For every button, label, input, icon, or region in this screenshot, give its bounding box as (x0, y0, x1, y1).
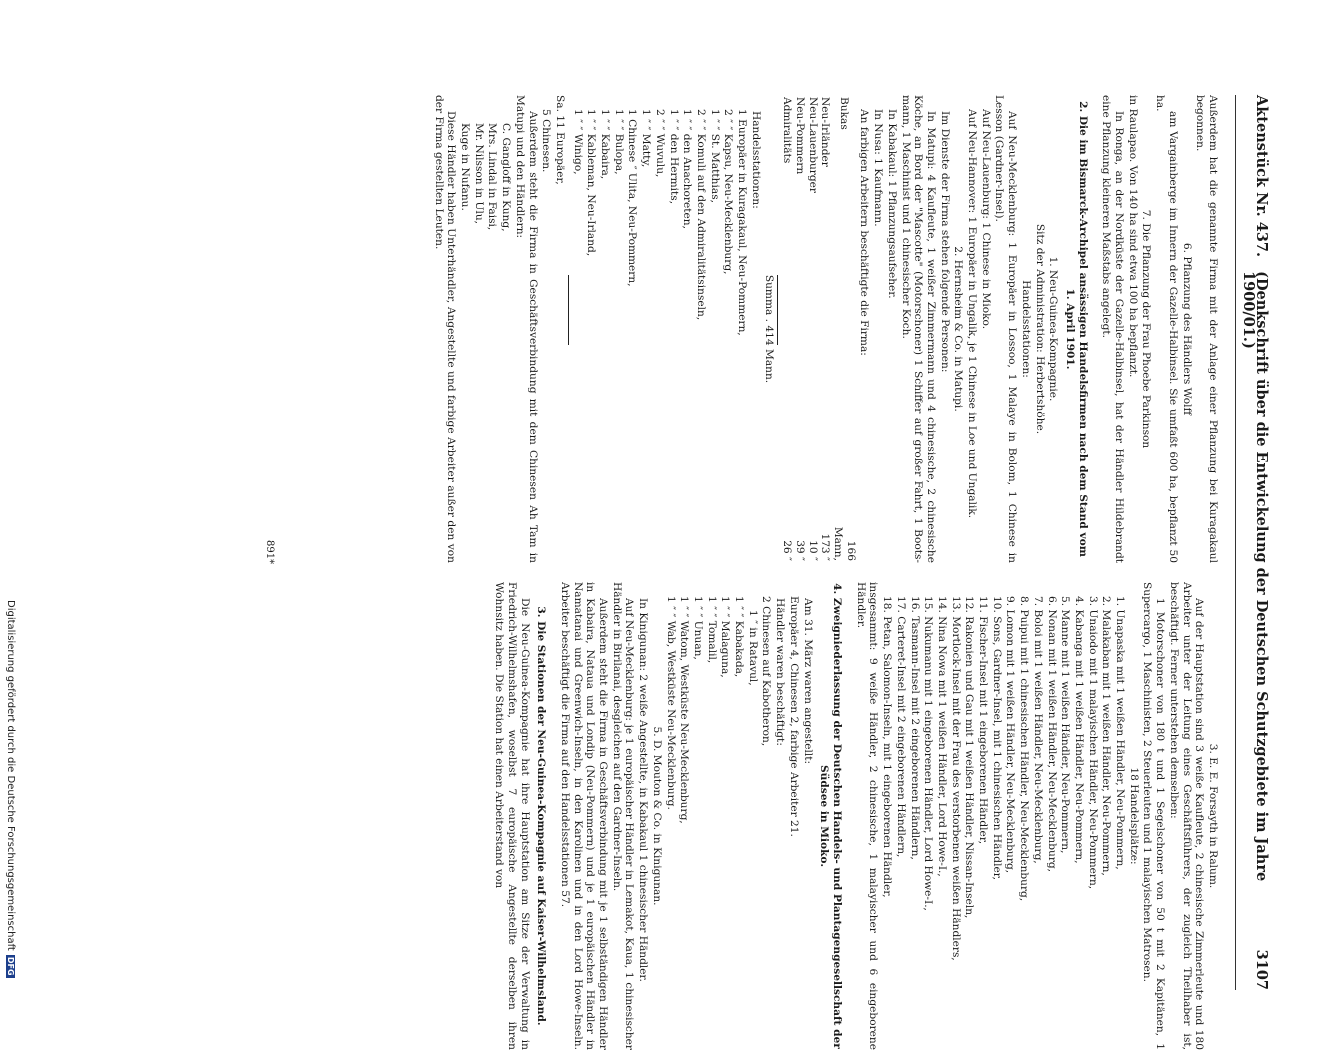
section-heading: 4. Zweigniederlassung der Deutschen Handels- und Plantagengesellschaft der Südsee in Mioko. (818, 583, 844, 1049)
paragraph: 10. Sons, Gardner-Insel, mit 1 chinesischen Händler, (990, 596, 1003, 881)
table-label-cell: Admiralitäts (781, 97, 794, 164)
spacer (847, 582, 853, 1050)
paragraph: 1 ″ ″ Malaguna, (719, 596, 732, 678)
paragraph: Auf Neu-Hannover: 1 Europäer in Ungalik, je 1 Chinese in Loe und Ungalik. (966, 109, 979, 519)
paragraph: 2 ″ ″ Kapsu, Neu-Mecklenburg, (722, 109, 735, 275)
dfg-logo: DFG (6, 956, 15, 976)
subheading: Sitz der Administration: Herbertshöhe. (1033, 223, 1046, 435)
table-label-cell: Neu-Irländer (819, 97, 832, 167)
page-number: 3107 (1253, 949, 1270, 990)
subheading: 5. D. Mouton & Co. in Kinigunan. (650, 726, 663, 906)
paragraph: Außerdem steht die Firma in Geschäftsverbindung mit dem Chinesen Ah Tam in Matupi und den Händlern: (513, 95, 539, 563)
paragraph: am Vargainberge im Innern der Gazelle-Halbinsel. Sie umfaßt 600 ha, bepflanzt 50 ha. (1154, 95, 1179, 563)
paragraph: 1 ″ ″ Bulopa, (612, 109, 625, 175)
paragraph: In Kabakaul: 1 Pflanzungsaufseher. (885, 109, 898, 299)
paragraph: Kuge in Nufanu. (459, 123, 472, 211)
paragraph: 1 ″ ″ Wab, Westküste Neu-Mecklenburg. (664, 596, 677, 810)
subheading: 18 Handelsplätze: (1127, 767, 1140, 865)
paragraph: 14. Nina Nowa mit 1 weißen Händler, Lord Howe-I., (935, 596, 948, 877)
paragraph: In Ronga, an der Nordküste der Gazelle-Halbinsel, hat der Händler Hildebrandt eine Pflanzung kleineren Maßstabs angelegt. (1100, 95, 1126, 563)
paragraph: 1 ″ ″ den Anachoreten, (681, 109, 694, 229)
section-heading: 3. Die Stationen der Neu-Guinea-Kompagnie auf Kaiser-Wilhelmsland. (535, 606, 548, 1026)
document-title: (Denkschrift über die Entwickelung der Deutschen Schutzgebiete im Jahre 1900/01.) (1240, 271, 1270, 882)
paragraph: In Kinigunan: 2 weiße Angestellte, in Kabakaul 1 chinesischer Händler. (637, 598, 650, 982)
paragraph: 1 ″ ″ den Hermits, (667, 109, 680, 205)
table-row (819, 95, 832, 563)
paragraph: 17. Carteret-Insel mit 2 eingeborenen Händlern, (894, 596, 907, 858)
table-row (806, 95, 819, 563)
table-label-cell: Neu-Lauenburger (806, 97, 819, 193)
page-header (1235, 95, 1270, 990)
paragraph: 5 Chinesen. (540, 109, 553, 173)
paragraph: Auf der Hauptstation sind 3 weiße Kaufleute, 2 chinesische Zimmerleute und 180 Arbeiter unter der Leitung eines Geschäftsführers, der zugleich Theilhaber ist, beschäftigt. Ferner unterstehen demselben: (1167, 582, 1206, 1050)
paragraph: 13. Mortlock-Insel mit der Frau des verstorbenen weißen Händlers, (949, 596, 962, 961)
paragraph: Außerdem steht die Firma in Geschäftsverbindung mit je 1 selbständigen Händler in Kabaira, Nataua und Londip (Neu-Pommern) und je 1 europäischen Händler in Namatanai und Greenwich-Inseln, in den Karolinen und in den Lord Howe-Inseln. Arbeiter beschäftigt die Firma auf den Handelsstationen 57. (558, 582, 610, 1050)
paragraph: C. Gangloff in Kung, (500, 123, 513, 232)
paragraph: Diese Händler haben Unterhändler, Angestellte und farbige Arbeiter außer den von der Firma gestellten Leuten. (432, 95, 458, 563)
subheading: 6. Pflanzung des Händlers Wolff (1180, 242, 1193, 416)
paragraph: 1 ″ ″ Unuan, (691, 596, 704, 660)
page-mark: 891* (264, 540, 275, 565)
table-label-cell: Bukas (838, 97, 851, 130)
paragraph: 8. Puipui mit 1 chinesischen Händler, Neu-Mecklenburg, (1018, 596, 1031, 902)
paragraph: 15. Nukumanu mit 1 eingeborenen Händler, Lord Howe-I., (922, 596, 935, 911)
paragraph: 1 Europäer in Kuragakaul, Neu-Pommern, (736, 109, 749, 336)
paragraph: 1 ″ ″ Kabakada, (733, 596, 746, 678)
paragraph: Auf Neu-Mecklenburg: 1 Europäer in Lossoo, 1 Malaye in Bolom, 1 Chinese in Lesson (Gardner-Insel). (993, 95, 1019, 563)
paragraph: 1 Motorschoner von 180 t und 1 Segelschoner von 50 t mit 2 Kapitänen, 1 Supercargo, 1 Maschinisten, 2 Steuerleuten und 1 malayischen Matrosen. (1141, 582, 1167, 1050)
paragraph: 16. Tasmann-Insel mit 2 eingeborenen Händlern, (908, 596, 921, 860)
paragraph: 1 ″ ″ Kabaira, (599, 109, 612, 180)
paragraph: 2 ″ ″ Wuvulu, (653, 109, 666, 178)
spacer (551, 582, 557, 1050)
paragraph: Am 31. März waren angestellt: (801, 598, 814, 765)
paragraph: 4. Kabanga mit 1 weißen Händler, Neu-Pommern, (1072, 596, 1085, 864)
section-heading: 2. Die im Bismarck-Archipel ansässigen Handelsfirmen nach dem Stand vom 1. April 1901. (1063, 101, 1089, 557)
paragraph: 1 Chinese ″ Ulita, Neu-Pommern, (626, 109, 639, 287)
paragraph: 3. Unaiodo mit 1 malayischen Händler, Neu-Pommern, (1086, 596, 1099, 890)
rotated-page (25, 0, 1275, 1050)
paragraph: 2 ″ ″ Komuli auf den Admiralitätsinseln, (694, 109, 707, 321)
paragraph: 7. Boloi mit 1 weißen Händler, Neu-Mecklenburg, (1031, 596, 1044, 864)
right-column (491, 582, 1219, 1050)
paragraph: Auf Neu-Lauenburg: 1 Chinese in Mioko. (979, 109, 992, 330)
paragraph: Mr. Nilsson in Ulu, (472, 123, 485, 225)
subheading: 1. Neu-Guinea-Kompagnie. (1047, 256, 1060, 402)
paragraph: 2. Malakaban mit 1 weißen Händler, Neu-Pommern, (1100, 596, 1113, 876)
paragraph: Sa. 11 Europäer, (553, 95, 566, 185)
document-number: Aktenstück Nr. 437. (1253, 95, 1270, 258)
paragraph: Im Dienste der Firma stehen folgende Personen: (938, 111, 951, 373)
table-value-cell: 26 ″ (781, 540, 794, 561)
table-label-cell: Neu-Pommern (793, 97, 806, 175)
spacer (1093, 95, 1099, 563)
paragraph: Mrs. Lindal in Faisi, (486, 123, 499, 231)
paragraph: 18. Petan, Salomon-Inseln, mit 1 eingeborenen Händler, (881, 596, 894, 898)
paragraph: In Matupi: 4 Kaufleute, 1 weißer Zimmermann und 4 chinesische, 2 chinesische Köche, an Bord der "Mascotte" (Motorschoner) 1 Schiffer auf großer Fahrt, 1 Boots-mann, 1 Maschinist und 1 chinesischer Koch. (899, 95, 937, 563)
subheading: Summa . 414 Mann. (763, 274, 776, 384)
paragraph: 1 ″ ″ Watom, Westküste Neu-Mecklenburg, (678, 596, 691, 824)
subheading: 3. E. E. Forsayth in Ralum. (1207, 743, 1219, 889)
paragraph: 1 ″ ″ St. Matthias, (708, 109, 721, 204)
table-row (781, 95, 794, 563)
paragraph: 1. Unapaska mit 1 weißen Händler, Neu-Pommern, (1114, 596, 1127, 870)
table-row (831, 95, 856, 563)
digitization-credit (5, 600, 16, 978)
subheading: Handelsstationen: (1019, 280, 1032, 378)
table-value-cell: 10 ″ (806, 540, 819, 561)
paragraph: 6. Nonan mit 1 weißen Händler, Neu-Mecklenburg, (1045, 596, 1058, 873)
paragraph: Handelsstationen: (749, 111, 762, 209)
paragraph: 2 Chinesen auf Kabotheron, (760, 596, 773, 747)
table-value-cell: 173 ″ (819, 533, 832, 561)
paragraph: Außerdem hat die genannte Firma mit der Anlage einer Pflanzung bei Kuragakaul begonnen. (1194, 95, 1219, 563)
paragraph: Europäer 4, Chinesen 2, farbige Arbeiter 21. (787, 596, 800, 837)
paragraph: 1 ″ in Ratavul, (746, 610, 759, 686)
paragraph: Händler waren beschäftigt: (774, 598, 787, 746)
paragraph: In Nusa: 1 Kaufmann. (872, 109, 885, 227)
paragraph: An farbigen Arbeitern beschäftigte die Firma: (858, 109, 871, 356)
table-value-cell: 166 Mann, (832, 526, 857, 561)
workers-table (781, 95, 857, 563)
paragraph: in Raulapao. Von 140 ha sind etwa 100 ha bepflanzt. (1126, 95, 1139, 378)
left-column (431, 95, 1219, 563)
paragraph: 9. Lomon mit 1 weißen Händler, Neu-Mecklenburg, (1004, 596, 1017, 874)
paragraph: 1 ″ ″ Winigo, (571, 109, 584, 175)
table-value-cell: 39 ″ (793, 540, 806, 561)
table-row (793, 95, 806, 563)
credit-text: Digitalisierung gefördert durch die Deutsche Forschungsgemeinschaft (5, 600, 16, 951)
paragraph: 1 ″ ″ Kableman, Neu-Irland, (585, 109, 598, 257)
subheading: 7. Die Pflanzung der Frau Phoebe Parkinson (1140, 209, 1153, 449)
paragraph: 1 ″ ″ Matty, (640, 109, 653, 168)
subheading: 2. Hernsheim & Co. in Matupi. (952, 246, 965, 412)
paragraph: Die Neu-Guinea-Kompagnie hat ihre Hauptstation am Sitze der Verwaltung in Friedrich-Wilhelmshafen, woselbst 7 europäische Angestellte derselben ihren Wohnsitz haben. Die Station hat einen Arbeiterstand von (493, 582, 531, 1050)
paragraph: 1 ″ ″ Tomalil, (705, 596, 718, 664)
paragraph: 11. Fischer-Insel mit 1 eingeborenen Händler, (977, 596, 990, 845)
paragraph: 12. Rakonien und Gau mit 1 weißen Händler, Nissan-Inseln, (963, 596, 976, 919)
paragraph: insgesammt: 9 weiße Händler, 2 chinesische, 1 malayischer und 6 eingeborene Händler. (854, 582, 880, 1050)
sum-rule (568, 275, 569, 345)
sum-rule (778, 275, 779, 345)
paragraph: Auf Neu-Mecklenburg: je 1 europäischer Händler in Lemakot, Kaua, 1 chinesischer Händler in Birilanai, desgleichen auf den Gardner-Inseln. (610, 582, 636, 1050)
paragraph: 5. Manne mit 1 weißen Händler, Neu-Pommern, (1059, 596, 1072, 854)
